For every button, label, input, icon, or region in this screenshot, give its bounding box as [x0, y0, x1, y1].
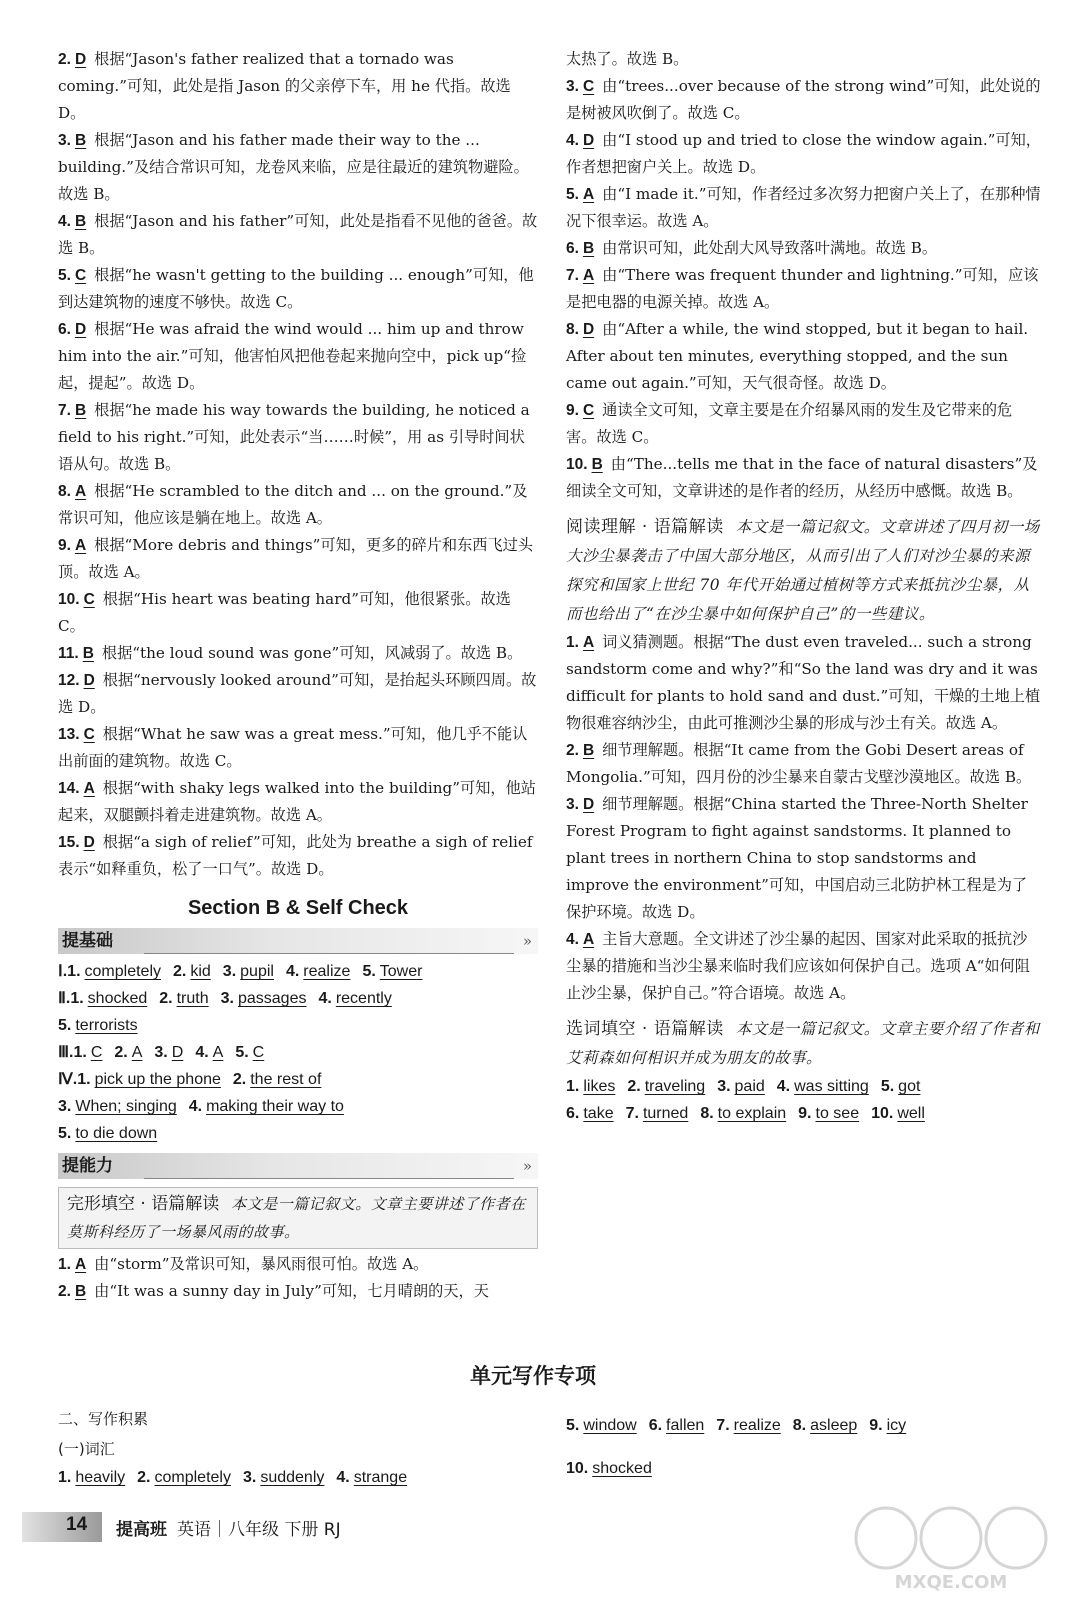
answer-explanation: 通读全文可知，文章主要是在介绍暴风雨的发生及它带来的危害。故选 C。 — [566, 401, 1013, 446]
writing-left-answers — [58, 1464, 538, 1491]
question-number: 13. — [58, 726, 80, 743]
blank-number: 5. — [235, 1044, 249, 1061]
answer-entry — [58, 262, 538, 316]
page-number: 14 — [66, 1514, 88, 1535]
answer-letter: B — [74, 1283, 87, 1300]
blank-number: 1. — [566, 1078, 580, 1095]
blank-answer: paid — [734, 1078, 765, 1095]
answer-letter: A — [582, 186, 595, 203]
answer-entry — [566, 181, 1042, 235]
answer-head — [566, 633, 602, 651]
answer-head — [58, 482, 94, 500]
blank-number: 10. — [566, 1460, 589, 1477]
answer-explanation: 细节理解题。根据“China started the Three-North Shelter Forest Program to fight against sandstorms. It planned to plant trees in northern China to stop sandstorms and improve the environment”可知，中国启动三北防护林工程是为了保护环境。故选 D。 — [566, 795, 1028, 921]
question-number: 6. — [566, 240, 579, 257]
blank-number: 9. — [869, 1417, 883, 1434]
blank-number: 8. — [792, 1417, 807, 1434]
blank-answer: realize — [733, 1417, 781, 1434]
double-chevron-icon: » — [522, 1157, 532, 1175]
answer-letter: A — [582, 634, 595, 651]
answer-letter: D — [83, 834, 95, 851]
answer-explanation: 由“After a while, the wind stopped, but it began to hail. After about ten minutes, everything stopped, and the sun came out again.”可知，天气很奇怪。故选 D。 — [566, 320, 1029, 392]
answer-letter: B — [582, 742, 595, 759]
blank-answer: was sitting — [794, 1078, 869, 1095]
blank-answer: to see — [815, 1105, 860, 1122]
answer-explanation: 主旨大意题。全文讲述了沙尘暴的起因、国家对此采取的抵抗沙尘暴的措施和当沙尘暴来临时我们应该如何保护自己。选项 A“如何阻止沙尘暴，保护自己。”符合语境。故选 A。 — [566, 930, 1030, 1002]
blank-answer: recently — [335, 990, 392, 1007]
answer-head — [58, 212, 94, 230]
blank-number: 4. — [195, 1044, 209, 1061]
blank-number: 2. — [114, 1044, 128, 1061]
watermark-circle-1 — [856, 1508, 916, 1568]
blank-answer: window — [583, 1417, 637, 1434]
answer-head — [58, 671, 103, 689]
blank-number: 2. — [173, 963, 187, 980]
footer-brand: 提高班 — [116, 1520, 167, 1540]
right-answer-list — [566, 46, 1042, 505]
answer-letter: C — [582, 402, 595, 419]
answer-entry — [566, 46, 1042, 73]
double-chevron-icon: » — [522, 932, 532, 950]
blank-number: 4. — [776, 1078, 791, 1095]
question-number: 3. — [566, 796, 579, 813]
answer-explanation: 由“trees...over because of the strong wind”可知，此处说的是树被风吹倒了。故选 C。 — [566, 77, 1041, 122]
answer-row — [566, 1073, 1042, 1100]
question-number: 11. — [58, 645, 79, 662]
blank-answer: pick up the phone — [94, 1071, 221, 1088]
question-number: 8. — [58, 483, 71, 500]
answer-head — [566, 401, 602, 419]
question-number: 12. — [58, 672, 80, 689]
answer-explanation: 由“I stood up and tried to close the window again.”可知，作者想把窗户关上。故选 D。 — [566, 131, 1041, 176]
answer-entry — [58, 127, 538, 208]
answer-entry — [58, 397, 538, 478]
question-number: 5. — [58, 267, 71, 284]
answer-explanation: 太热了。故选 B。 — [566, 50, 689, 68]
blank-answer: A — [212, 1044, 224, 1061]
question-number: 15. — [58, 834, 80, 851]
answer-head — [58, 536, 94, 554]
blank-answer: asleep — [810, 1417, 858, 1434]
blank-answer: strange — [353, 1469, 408, 1486]
blank-number: 5. — [58, 1017, 72, 1034]
answer-head — [566, 185, 602, 203]
writing-heading: 二、写作积累 — [58, 1410, 149, 1428]
right-column — [566, 46, 1042, 1127]
tijichu-label: 提基础 — [62, 931, 113, 950]
blank-answer: suddenly — [260, 1469, 325, 1486]
answer-entry — [566, 316, 1042, 397]
answer-row — [566, 1447, 1042, 1490]
answer-letter: C — [582, 78, 595, 95]
answer-entry — [58, 667, 538, 721]
answer-entry — [566, 262, 1042, 316]
answer-letter: A — [74, 537, 87, 554]
blank-answer: D — [171, 1044, 184, 1061]
answer-row — [58, 1066, 538, 1093]
word-fill-summary: 本文是一篇记叙文。文章主要介绍了作者和艾莉森如何相识并成为朋友的故事。 — [566, 1020, 1040, 1067]
question-number: 4. — [566, 132, 579, 149]
blank-answer: well — [897, 1105, 925, 1122]
blank-answer: realize — [303, 963, 351, 980]
answer-explanation: 根据“Jason and his father made their way to the ... building.”及结合常识可知，龙卷风来临，应是往最近的建筑物避险。故选 B。 — [58, 131, 529, 203]
blank-answer: truth — [176, 990, 209, 1007]
answer-explanation: 由“It was a sunny day in July”可知，七月晴朗的天，天 — [94, 1282, 489, 1300]
blank-number: Ⅱ.1. — [58, 990, 84, 1007]
blank-number: 7. — [625, 1105, 639, 1122]
answer-head — [566, 795, 602, 813]
blank-answer: likes — [583, 1078, 616, 1095]
answer-letter: D — [582, 132, 595, 149]
blank-number: 3. — [58, 1098, 72, 1115]
writing-right-answers — [566, 1404, 1042, 1490]
answer-letter: B — [74, 402, 87, 419]
blank-answer: to die down — [75, 1125, 158, 1142]
answer-entry — [58, 1251, 538, 1278]
blank-number: Ⅰ.1. — [58, 963, 81, 980]
answer-explanation: 根据“Jason's father realized that a tornado was coming.”可知，此处是指 Jason 的父亲停下车，用 he 代指。故选 D。 — [58, 50, 511, 122]
answer-head — [58, 833, 103, 851]
question-number: 4. — [58, 213, 71, 230]
answer-head — [566, 239, 602, 257]
word-fill-answers — [566, 1073, 1042, 1127]
question-number: 5. — [566, 186, 579, 203]
watermark-logo — [846, 1498, 1056, 1594]
blank-number: 3. — [154, 1044, 168, 1061]
blank-number: 3. — [220, 990, 234, 1007]
blank-number: 2. — [137, 1469, 151, 1486]
blank-answer: C — [252, 1044, 265, 1061]
answer-letter: D — [74, 321, 87, 338]
answer-row — [566, 1404, 1042, 1447]
left-column — [58, 46, 538, 1305]
answer-head — [566, 741, 602, 759]
answer-explanation: 根据“His heart was beating hard”可知，他很紧张。故选 C。 — [58, 590, 511, 635]
answer-letter: B — [74, 213, 87, 230]
answer-entry — [58, 1278, 538, 1305]
answer-head — [566, 77, 602, 95]
answer-entry — [58, 46, 538, 127]
blank-answer: pupil — [240, 963, 274, 980]
answer-head — [58, 590, 103, 608]
blank-answer: got — [898, 1078, 921, 1095]
answer-entry — [58, 775, 538, 829]
blank-answer: to explain — [717, 1105, 787, 1122]
answer-explanation: 由“storm”及常识可知，暴风雨很可怕。故选 A。 — [94, 1255, 429, 1273]
blank-answer: shocked — [592, 1460, 652, 1477]
answer-entry — [566, 73, 1042, 127]
unit-writing-title: 单元写作专项 — [470, 1364, 596, 1388]
blank-number: 4. — [336, 1469, 350, 1486]
question-number: 9. — [566, 402, 579, 419]
answer-head — [566, 320, 602, 338]
blank-answer: making their way to — [206, 1098, 344, 1115]
question-number: 3. — [566, 78, 579, 95]
blank-answer: take — [583, 1105, 614, 1122]
writing-subheading: (一)词汇 — [58, 1440, 115, 1458]
blank-number: 5. — [362, 963, 376, 980]
word-fill-intro — [566, 1015, 1042, 1073]
blank-number: 4. — [188, 1098, 203, 1115]
blank-number: 2. — [232, 1071, 247, 1088]
reading-intro — [566, 513, 1042, 629]
question-number: 4. — [566, 931, 579, 948]
question-number: 10. — [58, 591, 80, 608]
blank-number: 5. — [880, 1078, 895, 1095]
answer-letter: B — [591, 456, 603, 473]
answer-explanation: 细节理解题。根据“It came from the Gobi Desert areas of Mongolia.”可知，四月份的沙尘暴来自蒙古戈壁沙漠地区。故选 B。 — [566, 741, 1032, 786]
left-answer-list — [58, 46, 538, 883]
answer-letter: C — [74, 267, 87, 284]
answer-row — [58, 1464, 538, 1491]
blank-number: 5. — [566, 1417, 580, 1434]
answer-letter: D — [83, 672, 95, 689]
watermark-circle-2 — [921, 1508, 981, 1568]
answer-head — [58, 1282, 94, 1300]
answer-explanation: 由“There was frequent thunder and lightning.”可知，应该是把电器的电源关掉。故选 A。 — [566, 266, 1039, 311]
answer-letter: A — [582, 267, 595, 284]
answer-explanation: 根据“he made his way towards the building, he noticed a field to his right.”可知，此处表示“当……时候”，用 as 引导时间状语从句。故选 B。 — [58, 401, 530, 473]
answer-letter: A — [83, 780, 95, 797]
blank-number: Ⅲ.1. — [58, 1044, 87, 1061]
answer-explanation: 由“The...tells me that in the face of natural disasters”及细读全文可知，文章讲述的是作者的经历，从经历中感慨。故选 B。 — [566, 455, 1038, 500]
question-number: 2. — [58, 51, 71, 68]
answer-entry — [58, 478, 538, 532]
blank-number: 6. — [566, 1105, 580, 1122]
answer-explanation: 根据“with shaky legs walked into the building”可知，他站起来，双腿颤抖着走进建筑物。故选 A。 — [58, 779, 536, 824]
answer-row — [58, 1012, 538, 1039]
blank-answer: completely — [154, 1469, 231, 1486]
page-number-tab — [22, 1512, 102, 1542]
cloze-heading: 完形填空 · 语篇解读 — [67, 1194, 220, 1214]
question-number: 8. — [566, 321, 579, 338]
answer-head — [58, 50, 94, 68]
blank-number: 2. — [159, 990, 173, 1007]
question-number: 1. — [566, 634, 579, 651]
answer-entry — [58, 829, 538, 883]
blank-answer: Tower — [379, 963, 423, 980]
tinengli-label: 提能力 — [62, 1156, 113, 1175]
answer-letter: D — [582, 796, 595, 813]
cloze-summary: 本文是一篇记叙文。文章主要讲述了作者在莫斯科经历了一场暴风雨的故事。 — [67, 1195, 526, 1241]
answer-head — [58, 1255, 94, 1273]
section-b-title: Section B & Self Check — [187, 897, 409, 919]
reading-answers — [566, 629, 1042, 1007]
blank-number: 3. — [717, 1078, 731, 1095]
question-number: 2. — [566, 742, 579, 759]
tinengli-bar — [58, 1153, 538, 1179]
answer-row — [58, 1093, 538, 1120]
tijichu-bar — [58, 928, 538, 954]
answer-explanation: 由“I made it.”可知，作者经过多次努力把窗户关上了，在那种情况下很幸运。故选 A。 — [566, 185, 1041, 230]
question-number: 6. — [58, 321, 71, 338]
answer-head — [566, 131, 602, 149]
answer-entry — [58, 721, 538, 775]
answer-entry — [566, 791, 1042, 926]
answer-entry — [566, 737, 1042, 791]
blank-answer: terrorists — [75, 1017, 138, 1034]
blank-answer: shocked — [87, 990, 148, 1007]
answer-entry — [58, 640, 538, 667]
answer-row — [58, 985, 538, 1012]
answer-letter: B — [74, 132, 87, 149]
answer-explanation: 根据“a sigh of relief”可知，此处为 breathe a sigh of relief 表示“如释重负，松了一口气”。故选 D。 — [58, 833, 533, 878]
question-number: 9. — [58, 537, 71, 554]
answer-explanation: 根据“Jason and his father”可知，此处是指看不见他的爸爸。故选 B。 — [58, 212, 538, 257]
blank-answer: C — [90, 1044, 103, 1061]
cloze-answers — [58, 1251, 538, 1305]
answer-letter: D — [582, 321, 595, 338]
footer-subject: 英语｜八年级 下册 RJ — [177, 1520, 341, 1540]
answer-head — [58, 320, 94, 338]
answer-head — [566, 455, 611, 473]
answer-entry — [566, 235, 1042, 262]
answer-letter: A — [74, 483, 87, 500]
answer-entry — [566, 127, 1042, 181]
blank-answer: traveling — [644, 1078, 706, 1095]
answer-head — [58, 725, 103, 743]
word-fill-heading: 选词填空 · 语篇解读 — [566, 1019, 724, 1039]
blank-answer: A — [131, 1044, 143, 1061]
answer-entry — [58, 208, 538, 262]
blank-number: 9. — [798, 1105, 812, 1122]
question-number: 7. — [58, 402, 71, 419]
answer-entry — [58, 532, 538, 586]
blank-number: 5. — [58, 1125, 72, 1142]
answer-entry — [566, 451, 1042, 505]
answer-head — [58, 266, 94, 284]
blank-number: 10. — [871, 1105, 894, 1122]
answer-letter: A — [582, 931, 595, 948]
answer-explanation: 根据“nervously looked around”可知，是抬起头环顾四周。故选 D。 — [58, 671, 537, 716]
cloze-intro-box — [58, 1187, 538, 1249]
answer-explanation: 由常识可知，此处刮大风导致落叶满地。故选 B。 — [602, 239, 938, 257]
footer-text — [116, 1515, 341, 1540]
blank-answer: heavily — [75, 1469, 126, 1486]
question-number: 1. — [58, 1256, 71, 1273]
answer-entry — [566, 629, 1042, 737]
answer-letter: C — [83, 591, 95, 608]
blank-number: 4. — [318, 990, 332, 1007]
question-number: 7. — [566, 267, 579, 284]
blank-answer: passages — [237, 990, 307, 1007]
answer-row — [58, 958, 538, 985]
answer-head — [566, 266, 602, 284]
answer-letter: A — [74, 1256, 87, 1273]
blank-number: 2. — [627, 1078, 641, 1095]
answer-explanation: 根据“He was afraid the wind would ... him up and throw him into the air.”可知，他害怕风把他卷起来抛向空中，pick up“捡起，提起”。故选 D。 — [58, 320, 527, 392]
bar-divider — [144, 953, 514, 954]
answer-head — [58, 401, 94, 419]
answer-entry — [566, 926, 1042, 1007]
blank-number: 7. — [716, 1417, 730, 1434]
blank-answer: kid — [190, 963, 211, 980]
writing-right — [566, 1404, 1042, 1490]
blank-answer: the rest of — [250, 1071, 322, 1088]
answer-head — [58, 131, 94, 149]
answer-entry — [58, 316, 538, 397]
blank-answer: When; singing — [75, 1098, 177, 1115]
answer-letter: C — [83, 726, 95, 743]
answer-letter: D — [74, 51, 87, 68]
bar-divider — [144, 1178, 514, 1179]
blank-answer: fallen — [666, 1417, 705, 1434]
blank-number: 1. — [58, 1469, 72, 1486]
reading-heading: 阅读理解 · 语篇解读 — [566, 517, 724, 537]
answer-head — [566, 930, 602, 948]
answer-entry — [58, 586, 538, 640]
blank-answer: completely — [84, 963, 161, 980]
writing-left — [58, 1404, 538, 1491]
answer-explanation: 词义猜测题。根据“The dust even traveled... such a strong sandstorm come and why?”和“So the land was dry and it was difficult for plants to hold sand and dust.”可知，干燥的土地上植物很难容纳沙尘，由此可推测沙尘暴的形成与沙土有关。故选 A。 — [566, 633, 1041, 732]
question-number: 3. — [58, 132, 71, 149]
blank-answer: icy — [886, 1417, 907, 1434]
blank-number: Ⅳ.1. — [58, 1071, 91, 1088]
blank-number: 4. — [285, 963, 300, 980]
reading-summary: 本文是一篇记叙文。文章讲述了四月初一场大沙尘暴袭击了中国大部分地区，从而引出了人们对沙尘暴的来源探究和国家上世纪 70 年代开始通过植树等方式来抵抗沙尘暴，从而也给出了“在沙尘暴中如何保护自己”的一些建议。 — [566, 518, 1040, 623]
answer-explanation: 根据“He scrambled to the ditch and ... on the ground.”及常识可知，他应该是躺在地上。故选 A。 — [58, 482, 528, 527]
blank-answer: turned — [642, 1105, 689, 1122]
question-number: 2. — [58, 1283, 71, 1300]
answer-head — [58, 779, 103, 797]
answer-entry — [566, 397, 1042, 451]
page-footer — [22, 1512, 542, 1542]
blank-number: 8. — [700, 1105, 714, 1122]
answer-row — [58, 1120, 538, 1147]
answer-letter: B — [582, 240, 595, 257]
answer-letter: B — [82, 645, 94, 662]
answer-row — [566, 1100, 1042, 1127]
tijichu-answers — [58, 958, 538, 1147]
blank-number: 6. — [648, 1417, 663, 1434]
watermark-circle-3 — [986, 1508, 1046, 1568]
question-number: 10. — [566, 456, 588, 473]
answer-explanation: 根据“he wasn't getting to the building ... enough”可知，他到达建筑物的速度不够快。故选 C。 — [58, 266, 534, 311]
blank-number: 3. — [222, 963, 237, 980]
answer-explanation: 根据“the loud sound was gone”可知，风减弱了。故选 B。 — [101, 644, 523, 662]
watermark-text: MXQE.COM — [894, 1572, 1008, 1593]
answer-head — [58, 644, 102, 662]
question-number: 14. — [58, 780, 80, 797]
answer-row — [58, 1039, 538, 1066]
answer-explanation: 根据“What he saw was a great mess.”可知，他几乎不能认出前面的建筑物。故选 C。 — [58, 725, 528, 770]
answer-explanation: 根据“More debris and things”可知，更多的碎片和东西飞过头顶。故选 A。 — [58, 536, 534, 581]
blank-number: 3. — [242, 1469, 257, 1486]
